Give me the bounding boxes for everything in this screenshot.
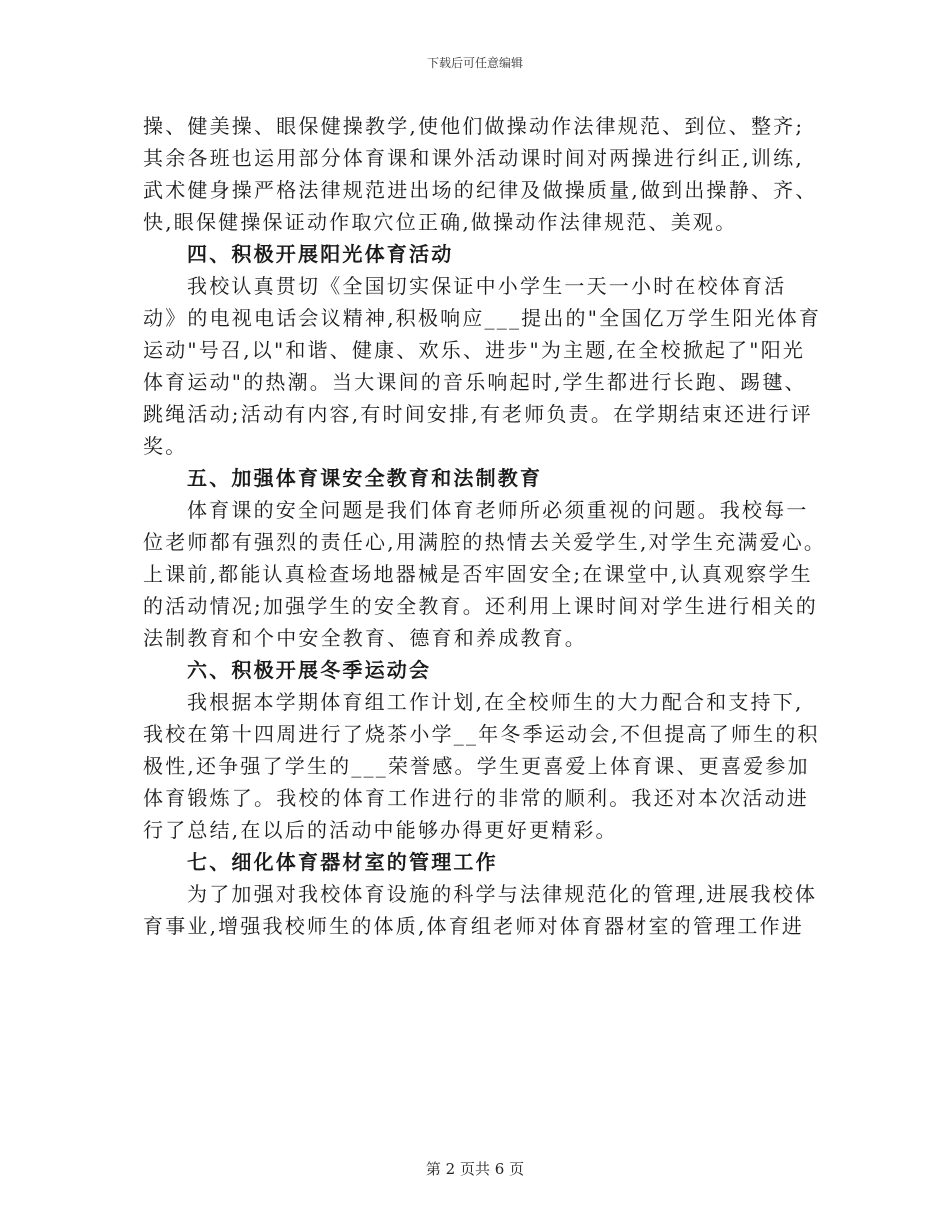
body-line: 奖。 [143, 434, 188, 458]
body-line: 快,眼保健操保证动作取穴位正确,做操动作法律规范、美观。 [143, 210, 738, 234]
document-body [143, 110, 827, 942]
body-line: 极性,还争强了学生的___荣誉感。学生更喜爱上体育课、更喜爱参加 [143, 754, 810, 778]
body-line: 操、健美操、眼保健操教学,使他们做操动作法律规范、到位、整齐; [143, 114, 805, 138]
body-line: 体育锻炼了。我校的体育工作进行的非常的顺利。我还对本次活动进 [143, 786, 809, 810]
body-line: 为了加强对我校体育设施的科学与法律规范化的管理,进展我校体 [187, 882, 818, 906]
body-line: 运动"号召,以"和谐、健康、欢乐、进步"为主题,在全校掀起了"阳光 [143, 338, 806, 362]
body-line: 体育运动"的热潮。当大课间的音乐响起时,学生都进行长跑、踢毽、 [143, 370, 807, 394]
section-heading: 四、积极开展阳光体育活动 [187, 242, 454, 266]
body-line: 的活动情况;加强学生的安全教育。还利用上课时间对学生进行相关的 [143, 594, 818, 618]
page-number: 第 2 页共 6 页 [425, 1160, 525, 1178]
body-line: 上课前,都能认真检查场地器械是否牢固安全;在课堂中,认真观察学生 [143, 562, 813, 586]
body-line: 育事业,增强我校师生的体质,体育组老师对体育器材室的管理工作进 [143, 914, 804, 938]
body-line: 跳绳活动;活动有内容,有时间安排,有老师负责。在学期结束还进行评 [143, 402, 813, 426]
body-line: 动》的电视电话会议精神,积极响应___提出的"全国亿万学生阳光体育 [143, 306, 822, 330]
body-line: 体育课的安全问题是我们体育老师所必须重视的问题。我校每一 [187, 498, 809, 522]
body-line: 武术健身操严格法律规范进出场的纪律及做操质量,做到出操静、齐、 [143, 178, 818, 202]
body-line: 位老师都有强烈的责任心,用满腔的热情去关爱学生,对学生充满爱心。 [143, 530, 827, 554]
header-note: 下载后可任意编辑 [426, 56, 523, 70]
body-line: 其余各班也运用部分体育课和课外活动课时间对两操进行纠正,训练, [143, 146, 804, 170]
section-heading: 七、细化体育器材室的管理工作 [187, 850, 498, 874]
section-heading: 六、积极开展冬季运动会 [187, 658, 432, 682]
body-line: 我校在第十四周进行了烧茶小学__年冬季运动会,不但提高了师生的积 [143, 722, 820, 746]
body-line: 行了总结,在以后的活动中能够办得更好更精彩。 [143, 818, 618, 842]
body-line: 我校认真贯切《全国切实保证中小学生一天一小时在校体育活 [187, 274, 787, 298]
body-line: 我根据本学期体育组工作计划,在全校师生的大力配合和支持下, [187, 690, 804, 714]
body-line: 法制教育和个中安全教育、德育和养成教育。 [143, 626, 587, 650]
section-heading: 五、加强体育课安全教育和法制教育 [187, 466, 543, 490]
